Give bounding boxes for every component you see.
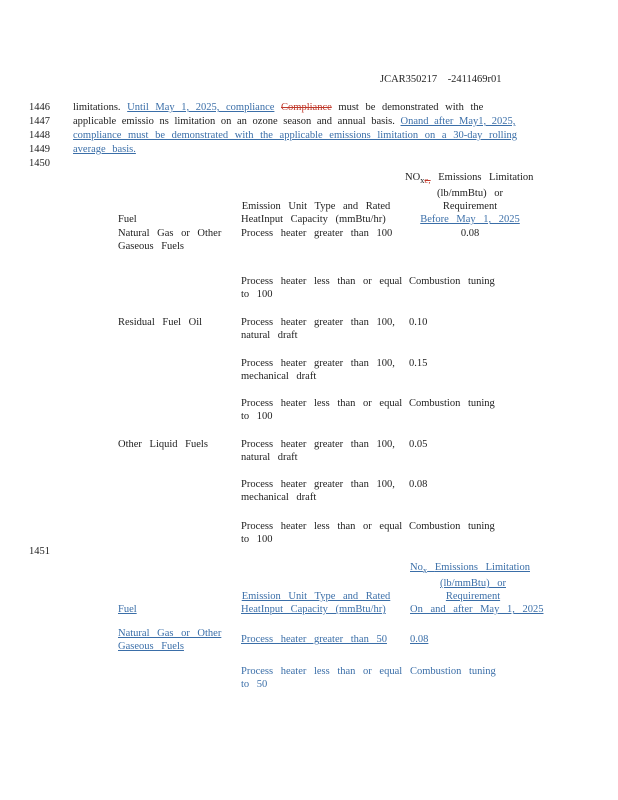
doc-code: JCAR350217 [380,74,438,85]
line-number: 1446 [29,102,50,113]
unit-cell: Process heater greater than 100, mechanical draft [241,479,395,503]
inserted-text: Until May 1, 2025, compliance [127,102,275,113]
table1-header-fuel: Fuel [118,214,137,225]
table2-header-fuel: Fuel [118,604,137,615]
line-number: 1448 [29,130,50,141]
table1-header-nox: $NO_{xe,}$ Emissions Limitation (lb/mmBtu) or Requirement Before May 1, 2025 [405,172,534,226]
limit-cell: Combustion tuning [410,666,496,677]
unit-cell: Process heater greater than 100, natural draft [241,439,395,463]
limit-cell: 0.08 [460,228,480,239]
line-number: 1449 [29,144,50,155]
unit-cell: Process heater less than or equal to 100 [241,521,403,545]
fuel-cell: Other Liquid Fuels [118,439,208,450]
limit-cell: 0.08 [410,634,429,645]
paragraph-line-2: applicable emissio ns limitation on an ozone season and annual basis. Onand after May1, 2025, [73,116,516,127]
unit-cell: Process heater greater than 100, natural draft [241,317,395,341]
limit-cell: 0.08 [409,479,428,490]
limit-cell: Combustion tuning [409,521,495,532]
line-number: 1451 [29,546,50,557]
line-number: 1450 [29,158,50,169]
fuel-cell: Residual Fuel Oil [118,317,203,328]
doc-revision: -2411469r01 [447,74,502,85]
line-number: 1447 [29,116,50,127]
unit-cell: Process heater greater than 100 [241,228,393,239]
table2-header-unit: Emission Unit Type and Rated HeatInput Capacity (mmBtu/hr) [241,591,391,615]
fuel-cell: Natural Gas or Other Gaseous Fuels [118,628,222,652]
unit-cell: Process heater less than or equal to 100 [241,398,403,422]
limit-cell: 0.15 [409,358,428,369]
paragraph-line-4: average basis. [73,144,136,155]
limit-cell: 0.10 [409,317,428,328]
table1-header-unit: Emission Unit Type and Rated HeatInput Capacity (mmBtu/hr) [241,201,391,225]
fuel-cell: Natural Gas or Other Gaseous Fuels [118,228,222,252]
table2-header-nox: $No_x$ Emissions Limitation (lb/mmBtu) or Requirement On and after May 1, 2025 [410,562,544,616]
deleted-text: Compliance [281,102,332,113]
inserted-text: Onand after May1, 2025, [400,116,516,127]
unit-cell: Process heater less than or equal to 50 [241,666,403,690]
limit-cell: Combustion tuning [409,398,495,409]
unit-cell: Process heater greater than 50 [241,634,387,645]
limit-cell: Combustion tuning [409,276,495,287]
unit-cell: Process heater less than or equal to 100 [241,276,403,300]
paragraph-line-3: compliance must be demonstrated with the applicable emissions limitation on a 30-day rolling [73,130,517,141]
paragraph-line-1: limitations. Until May 1, 2025, compliance Compliance must be demonstrated with the [73,102,484,113]
limit-cell: 0.05 [409,439,428,450]
unit-cell: Process heater greater than 100, mechanical draft [241,358,395,382]
document-code [380,74,502,85]
